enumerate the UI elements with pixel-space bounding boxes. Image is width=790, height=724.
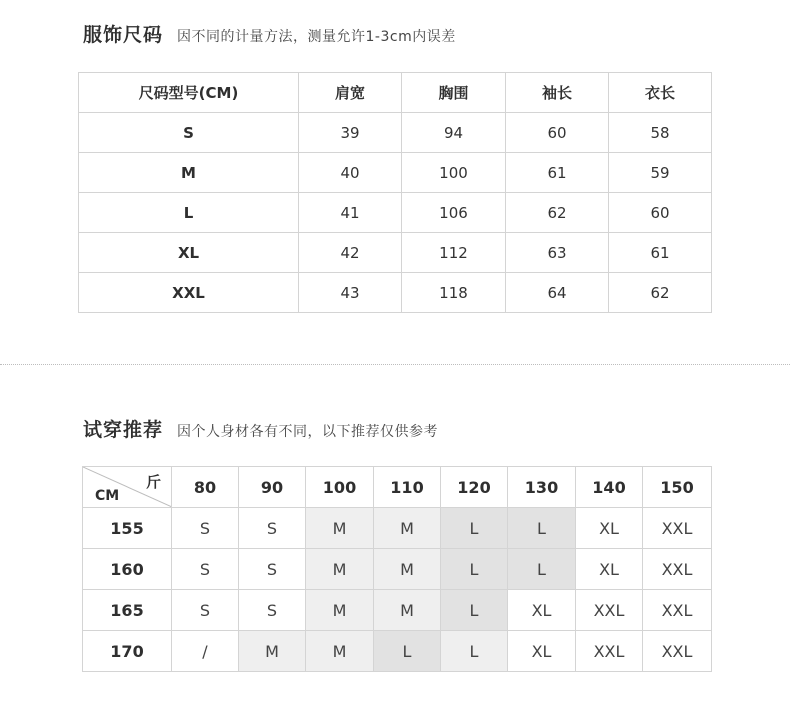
recommendation-table	[82, 466, 712, 672]
table-row	[83, 631, 712, 672]
size-label: XXL	[79, 273, 299, 313]
recommendation-note: 因个人身材各有不同，以下推荐仅供参考	[177, 424, 439, 440]
size-cell: L	[374, 631, 441, 672]
size-chart-note: 因不同的计量方法，测量允许1-3cm内误差	[177, 29, 456, 45]
section-divider	[0, 364, 790, 365]
size-cell: L	[508, 549, 576, 590]
corner-header-cell	[83, 467, 172, 508]
table-cell: 100	[402, 153, 506, 193]
recommendation-header	[83, 415, 438, 442]
table-cell: 63	[506, 233, 609, 273]
size-cell: XL	[576, 549, 643, 590]
table-cell: 58	[609, 113, 712, 153]
table-row	[83, 590, 712, 631]
size-cell: /	[172, 631, 239, 672]
table-cell: 106	[402, 193, 506, 233]
size-cell: S	[172, 590, 239, 631]
size-cell: XXL	[576, 631, 643, 672]
size-chart-title: 服饰尺码	[83, 24, 164, 46]
size-cell: XXL	[643, 590, 712, 631]
height-unit-label: CM	[95, 488, 120, 504]
column-header: 衣长	[609, 73, 712, 113]
table-cell: 61	[609, 233, 712, 273]
height-label: 155	[83, 508, 172, 549]
weight-header: 80	[172, 467, 239, 508]
size-label: S	[79, 113, 299, 153]
size-cell: M	[374, 549, 441, 590]
size-chart-header	[83, 20, 456, 47]
size-cell: XL	[508, 590, 576, 631]
recommendation-title: 试穿推荐	[83, 419, 164, 441]
column-header: 肩宽	[299, 73, 402, 113]
weight-unit-label: 斤	[145, 473, 161, 491]
size-cell: XXL	[576, 590, 643, 631]
table-cell: 42	[299, 233, 402, 273]
size-label: L	[79, 193, 299, 233]
table-cell: 61	[506, 153, 609, 193]
size-cell: L	[441, 590, 508, 631]
size-cell: M	[374, 508, 441, 549]
size-cell: L	[441, 508, 508, 549]
weight-header: 100	[306, 467, 374, 508]
size-cell: L	[508, 508, 576, 549]
table-row	[79, 193, 712, 233]
weight-header-row	[83, 467, 712, 508]
size-cell: M	[306, 549, 374, 590]
weight-header: 120	[441, 467, 508, 508]
weight-header: 140	[576, 467, 643, 508]
size-cell: M	[306, 508, 374, 549]
size-cell: S	[239, 549, 306, 590]
size-cell: L	[441, 549, 508, 590]
size-cell: S	[172, 549, 239, 590]
size-cell: XXL	[643, 549, 712, 590]
weight-header: 130	[508, 467, 576, 508]
size-cell: M	[239, 631, 306, 672]
table-cell: 40	[299, 153, 402, 193]
size-cell: M	[306, 631, 374, 672]
size-chart-table	[78, 72, 712, 313]
size-cell: M	[306, 590, 374, 631]
size-cell: S	[239, 590, 306, 631]
weight-header: 90	[239, 467, 306, 508]
table-row	[83, 549, 712, 590]
size-cell: L	[441, 631, 508, 672]
size-cell: S	[239, 508, 306, 549]
column-header: 胸围	[402, 73, 506, 113]
size-cell: XXL	[643, 508, 712, 549]
column-header: 尺码型号(CM)	[79, 73, 299, 113]
table-cell: 62	[609, 273, 712, 313]
size-cell: XL	[508, 631, 576, 672]
weight-header: 110	[374, 467, 441, 508]
size-label: XL	[79, 233, 299, 273]
table-cell: 39	[299, 113, 402, 153]
table-cell: 118	[402, 273, 506, 313]
weight-header: 150	[643, 467, 712, 508]
height-label: 170	[83, 631, 172, 672]
table-cell: 64	[506, 273, 609, 313]
column-header: 袖长	[506, 73, 609, 113]
height-label: 165	[83, 590, 172, 631]
table-cell: 60	[609, 193, 712, 233]
size-cell: XXL	[643, 631, 712, 672]
table-cell: 62	[506, 193, 609, 233]
table-cell: 43	[299, 273, 402, 313]
table-row	[83, 508, 712, 549]
table-row	[79, 273, 712, 313]
size-cell: XL	[576, 508, 643, 549]
table-cell: 60	[506, 113, 609, 153]
table-cell: 94	[402, 113, 506, 153]
table-cell: 59	[609, 153, 712, 193]
table-cell: 112	[402, 233, 506, 273]
size-label: M	[79, 153, 299, 193]
size-cell: S	[172, 508, 239, 549]
table-row	[79, 113, 712, 153]
table-row	[79, 153, 712, 193]
size-cell: M	[374, 590, 441, 631]
height-label: 160	[83, 549, 172, 590]
table-cell: 41	[299, 193, 402, 233]
table-row	[79, 233, 712, 273]
size-chart-header-row	[79, 73, 712, 113]
